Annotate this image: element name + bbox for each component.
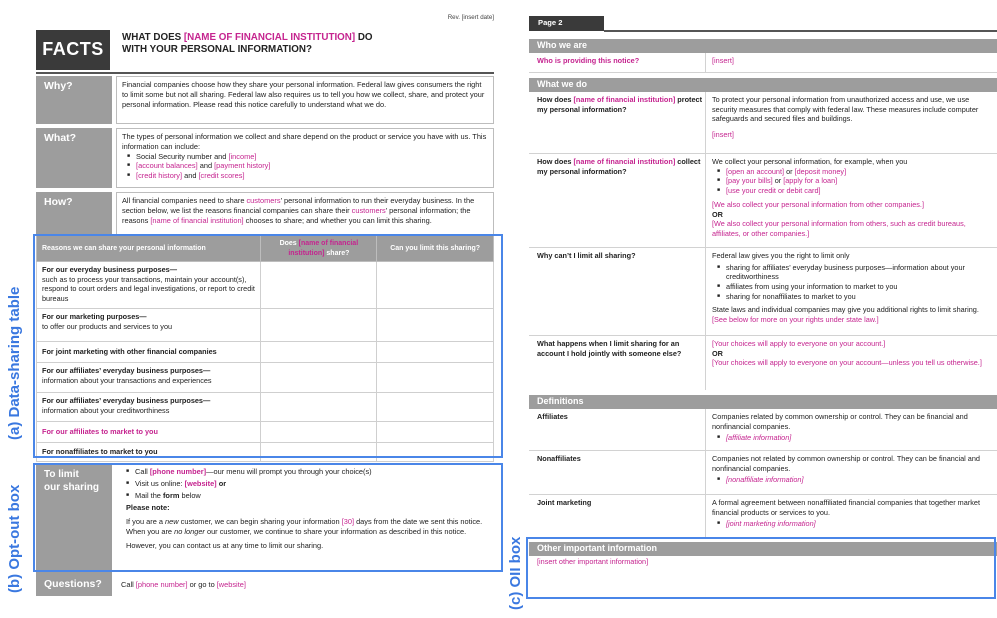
table-row [529,495,997,537]
website-link[interactable]: [website] [184,478,217,488]
protect-answer: To protect your personal information from unauthorized access and use, we use security measures that comply with federal law. These measures include computer safeguards and secured files and buildings. [insert] [712,95,979,139]
facts-title: WHAT DOES [NAME OF FINANCIAL INSTITUTION] DO WITH YOUR PERSONAL INFORMATION? [122,32,373,56]
opt-out-label: To limit our sharing [36,464,112,574]
list-item: ■ Social Security number and [income] [127,151,257,161]
facts-header [36,30,494,70]
note-contact: However, you can contact us at any time to limit our sharing. [126,540,324,550]
oii-box-highlight [526,537,996,599]
list-item: ■ Call [phone number]—our menu will prompt you through your choice(s) [126,467,372,476]
limit-question: Why can’t I limit all sharing? [537,251,636,260]
page-two [529,16,997,616]
table-row: For our affiliates’ everyday business purposes— information about your transactions and experiences [37,363,494,393]
limit-answer: Federal law gives you the right to limit only ■ sharing for affiliates’ everyday business purposes—information about your creditworthiness ■ affiliates from using your information to market to you ■ sharing for nonaffiliates to market to you State laws and individual companies may give you additional rights to limit sharing. [See below for more on your rights under state law.] [712,251,995,325]
list-item: ■ sharing for affiliates’ everyday business purposes—information about your creditworthiness [717,262,965,282]
questions-section [36,574,494,596]
data-sharing-table-highlight [33,234,503,458]
what-body [116,128,494,188]
table-row: For our affiliates’ everyday business purposes— information about your creditworthiness [37,393,494,422]
other-info-text: [insert other important information] [537,557,649,566]
definition-text: A formal agreement between nonaffiliated financial companies that together market financial products or services to you. ■ [joint marketing information] [712,498,995,529]
phone-link[interactable]: [phone number] [135,580,188,589]
definition-text: Companies related by common ownership or control. They can be financial and nonfinancial companies. ■ [affiliate information] [712,412,995,443]
why-section [36,76,494,124]
facts-label: FACTS [36,30,110,70]
list-item: ■ Mail the form below [126,490,201,500]
what-label: What? [36,128,112,188]
annotation-label-a: (a) Data-sharing table [6,286,23,440]
header-rule [604,30,997,32]
questions-text: Call [phone number] or go to [website] [121,580,246,589]
how-label: How? [36,192,112,241]
column-header-reasons: Reasons we can share your personal information [37,236,261,262]
definitions-header: Definitions [529,395,997,409]
note-heading: Please note: [126,503,170,513]
table-row [529,336,997,390]
list-item: ■ [affiliate information] [717,433,792,443]
table-row [529,92,997,154]
list-item: ■ [credit history] and [credit scores] [127,171,245,181]
table-row: For our affiliates to market to you [37,422,494,443]
annotation-label-b: (b) Opt-out box [6,484,23,593]
definition-term: Nonaffiliates [537,454,581,463]
what-we-do-header: What we do [529,78,997,92]
revision-date: Rev. [insert date] [447,14,494,21]
annotation-label-c: (c) OII box [507,536,524,610]
list-item: ■ [open an account] or [deposit money] [717,166,847,176]
who-question: Who is providing this notice? [537,56,640,65]
who-we-are-header: Who we are [529,39,997,53]
why-text: Financial companies choose how they share your personal information. Federal law gives consumers the right to limit some but not all sharing. Federal law also requires us to tell you how we collect, share, and protect your personal information. Please read this notice carefully to understand what we do. [116,76,494,124]
list-item: ■ Visit us online: [website] or [126,478,227,488]
what-intro: The types of personal information we collect and share depend on the product or service you have with us. This information can include: [122,132,487,151]
page-number-tab: Page 2 [529,16,604,31]
what-section [36,128,494,188]
other-info-header: Other important information [529,542,997,556]
protect-question: How does [name of financial institution] protect my personal information? [537,95,703,114]
list-item: ■ sharing for nonaffiliates to market to you [717,291,856,301]
table-row [529,154,997,248]
table-row: For our marketing purposes— to offer our products and services to you [37,309,494,342]
why-label: Why? [36,76,112,124]
table-row: For our everyday business purposes— such as to process your transactions, maintain your account(s), respond to court orders and legal investigations, or report to credit bureaus [37,262,494,309]
table-row [529,248,997,336]
definition-text: Companies not related by common ownership or control. They can be financial and nonfinancial companies. ■ [nonaffiliate information] [712,454,995,485]
list-item: ■ [joint marketing information] [717,519,816,529]
table-row: For joint marketing with other financial companies [37,342,494,363]
list-item: ■ [use your credit or debit card] [717,186,821,196]
collect-answer: We collect your personal information, for example, when you ■ [open an account] or [deposit money] ■ [pay your bills] or [apply for a loan] ■ [use your credit or debit card] [We also collect your personal information from other companies.] OR [We also collect your personal information from others, such as credit bureaus, affiliates, or other companies.] [712,157,995,239]
table-row [529,53,997,73]
phone-link[interactable]: [phone number] [149,467,207,476]
column-header-can-limit: Can you limit this sharing? [377,236,494,262]
definition-term: Joint marketing [537,498,592,507]
joint-answer: [Your choices will apply to everyone on your account.] OR [Your choices will apply to everyone on your account—unless you tell us otherwise.] [712,339,982,368]
who-answer: [insert] [712,56,734,65]
list-item: ■ [account balances] and [payment history] [127,161,271,171]
website-link[interactable]: [website] [216,580,246,589]
header-rule [36,72,494,74]
questions-label: Questions? [36,574,112,596]
how-text: All financial companies need to share customers’ personal information to run their everyday business. In the section below, we list the reasons financial companies can share their customers’ personal information; the reasons [name of financial institution] chooses to share; and whether you can limit this sharing. [116,192,494,241]
collect-question: How does [name of financial institution] collect my personal information? [537,157,701,176]
list-item: ■ [nonaffiliate information] [717,475,804,485]
table-row: For nonaffiliates to market to you [37,443,494,462]
definition-term: Affiliates [537,412,568,421]
table-row [529,451,997,495]
column-header-does-share: Does [name of financial institution] share? [261,236,377,262]
joint-question: What happens when I limit sharing for an account I hold jointly with someone else? [537,339,682,358]
table-row [529,409,997,451]
opt-out-box-highlight [33,463,503,572]
list-item: ■ affiliates from using your information to market to you [717,281,898,291]
list-item: ■ [pay your bills] or [apply for a loan] [717,176,838,186]
note-text: If you are a new customer, we can begin sharing your information [30] days from the date we sent this notice. When you are no longer our customer, we continue to share your information as described in this notice. [126,517,483,536]
